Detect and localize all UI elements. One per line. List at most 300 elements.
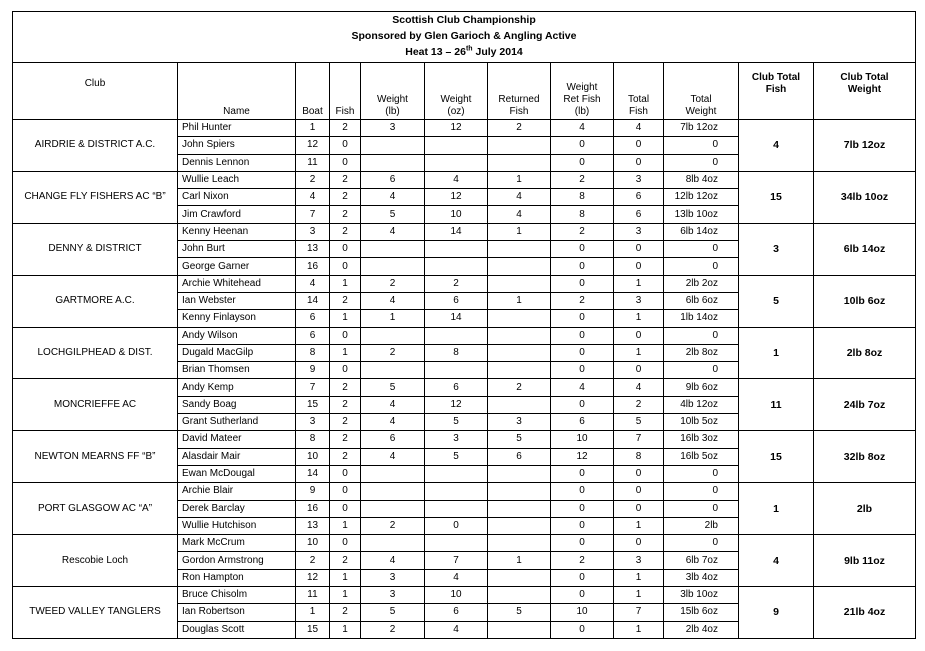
member-name: Alasdair Mair	[178, 448, 296, 465]
returned-fish	[488, 154, 551, 171]
fish-count: 2	[330, 189, 361, 206]
table-row	[13, 379, 916, 396]
returned-fish: 4	[488, 206, 551, 223]
member-name: Ron Hampton	[178, 569, 296, 586]
weight-lb: 2	[361, 275, 425, 292]
title-line-1: Scottish Club Championship	[392, 14, 536, 26]
weight-lb	[361, 137, 425, 154]
returned-fish	[488, 327, 551, 344]
total-fish: 1	[614, 344, 664, 361]
total-fish: 0	[614, 483, 664, 500]
club-total-fish: 11	[739, 379, 814, 431]
weight-oz: 6	[425, 604, 488, 621]
weight-oz: 8	[425, 344, 488, 361]
returned-fish: 3	[488, 414, 551, 431]
club-name: CHANGE FLY FISHERS AC “B”	[13, 171, 178, 223]
total-weight: 0	[664, 154, 739, 171]
total-fish: 4	[614, 379, 664, 396]
returned-fish: 6	[488, 448, 551, 465]
returned-fish: 1	[488, 552, 551, 569]
weight-oz	[425, 535, 488, 552]
weight-lb	[361, 535, 425, 552]
header-boat: Boat	[296, 63, 330, 120]
weight-ret-fish-lb: 0	[551, 621, 614, 638]
boat-number: 7	[296, 379, 330, 396]
total-fish: 1	[614, 310, 664, 327]
total-weight: 4lb 12oz	[664, 396, 739, 413]
returned-fish	[488, 621, 551, 638]
total-fish: 0	[614, 137, 664, 154]
club-name: Rescobie Loch	[13, 535, 178, 587]
weight-ret-fish-lb: 0	[551, 258, 614, 275]
member-name: Mark McCrum	[178, 535, 296, 552]
weight-lb: 4	[361, 223, 425, 240]
club-total-weight: 2lb 8oz	[814, 327, 916, 379]
weight-ret-fish-lb: 0	[551, 535, 614, 552]
club-total-fish: 5	[739, 275, 814, 327]
weight-ret-fish-lb: 0	[551, 362, 614, 379]
total-weight: 6lb 7oz	[664, 552, 739, 569]
weight-lb: 4	[361, 552, 425, 569]
fish-count: 0	[330, 535, 361, 552]
weight-lb: 2	[361, 621, 425, 638]
total-fish: 3	[614, 171, 664, 188]
returned-fish	[488, 396, 551, 413]
member-name: Ian Webster	[178, 292, 296, 309]
total-weight: 3lb 4oz	[664, 569, 739, 586]
member-name: Bruce Chisolm	[178, 587, 296, 604]
club-total-fish: 15	[739, 171, 814, 223]
fish-count: 0	[330, 362, 361, 379]
club-total-fish: 1	[739, 327, 814, 379]
returned-fish	[488, 483, 551, 500]
member-name: Brian Thomsen	[178, 362, 296, 379]
returned-fish	[488, 137, 551, 154]
weight-ret-fish-lb: 2	[551, 552, 614, 569]
weight-ret-fish-lb: 10	[551, 431, 614, 448]
weight-lb: 4	[361, 448, 425, 465]
weight-oz	[425, 500, 488, 517]
fish-count: 2	[330, 448, 361, 465]
fish-count: 1	[330, 310, 361, 327]
returned-fish	[488, 310, 551, 327]
weight-oz: 5	[425, 448, 488, 465]
member-name: Kenny Finlayson	[178, 310, 296, 327]
member-name: John Spiers	[178, 137, 296, 154]
total-fish: 5	[614, 414, 664, 431]
weight-lb: 3	[361, 120, 425, 137]
boat-number: 7	[296, 206, 330, 223]
weight-oz	[425, 465, 488, 482]
returned-fish	[488, 535, 551, 552]
table-row	[13, 327, 916, 344]
weight-oz: 2	[425, 275, 488, 292]
header-weight-lb: Weight (lb)	[361, 63, 425, 120]
weight-oz: 3	[425, 431, 488, 448]
member-name: Andy Wilson	[178, 327, 296, 344]
weight-lb	[361, 258, 425, 275]
total-weight: 0	[664, 327, 739, 344]
weight-ret-fish-lb: 0	[551, 154, 614, 171]
fish-count: 0	[330, 241, 361, 258]
club-total-weight: 7lb 12oz	[814, 120, 916, 172]
total-fish: 1	[614, 621, 664, 638]
weight-ret-fish-lb: 10	[551, 604, 614, 621]
title-line-2: Sponsored by Glen Garioch & Angling Active	[351, 30, 577, 42]
weight-lb: 2	[361, 517, 425, 534]
fish-count: 2	[330, 171, 361, 188]
total-weight: 7lb 12oz	[664, 120, 739, 137]
weight-oz: 10	[425, 206, 488, 223]
club-total-weight: 24lb 7oz	[814, 379, 916, 431]
weight-oz	[425, 362, 488, 379]
total-weight: 9lb 6oz	[664, 379, 739, 396]
club-name: MONCRIEFFE AC	[13, 379, 178, 431]
member-name: Dennis Lennon	[178, 154, 296, 171]
total-fish: 3	[614, 223, 664, 240]
total-fish: 1	[614, 275, 664, 292]
weight-ret-fish-lb: 2	[551, 292, 614, 309]
total-weight: 6lb 6oz	[664, 292, 739, 309]
total-weight: 16lb 5oz	[664, 448, 739, 465]
boat-number: 10	[296, 448, 330, 465]
total-weight: 0	[664, 500, 739, 517]
total-fish: 0	[614, 500, 664, 517]
member-name: Kenny Heenan	[178, 223, 296, 240]
weight-ret-fish-lb: 0	[551, 517, 614, 534]
fish-count: 1	[330, 517, 361, 534]
table-row	[13, 275, 916, 292]
weight-oz	[425, 327, 488, 344]
weight-ret-fish-lb: 6	[551, 414, 614, 431]
boat-number: 1	[296, 604, 330, 621]
club-name: NEWTON MEARNS FF “B”	[13, 431, 178, 483]
table-row	[13, 120, 916, 137]
total-weight: 0	[664, 535, 739, 552]
member-name: Gordon Armstrong	[178, 552, 296, 569]
club-total-weight: 2lb	[814, 483, 916, 535]
club-total-weight: 21lb 4oz	[814, 587, 916, 639]
boat-number: 14	[296, 465, 330, 482]
returned-fish	[488, 587, 551, 604]
boat-number: 2	[296, 171, 330, 188]
boat-number: 1	[296, 120, 330, 137]
total-fish: 0	[614, 258, 664, 275]
returned-fish	[488, 569, 551, 586]
club-total-fish: 1	[739, 483, 814, 535]
total-fish: 6	[614, 189, 664, 206]
header-club: Club	[13, 63, 178, 120]
results-sheet	[12, 11, 916, 639]
total-weight: 10lb 5oz	[664, 414, 739, 431]
fish-count: 2	[330, 379, 361, 396]
weight-oz: 4	[425, 171, 488, 188]
fish-count: 2	[330, 206, 361, 223]
weight-oz: 10	[425, 587, 488, 604]
total-weight: 2lb 8oz	[664, 344, 739, 361]
weight-lb: 3	[361, 587, 425, 604]
weight-ret-fish-lb: 12	[551, 448, 614, 465]
weight-oz: 6	[425, 292, 488, 309]
boat-number: 3	[296, 223, 330, 240]
fish-count: 2	[330, 120, 361, 137]
total-weight: 2lb 4oz	[664, 621, 739, 638]
header-fish: Fish	[330, 63, 361, 120]
total-fish: 0	[614, 362, 664, 379]
total-weight: 3lb 10oz	[664, 587, 739, 604]
boat-number: 12	[296, 569, 330, 586]
returned-fish	[488, 362, 551, 379]
header-name: Name	[178, 63, 296, 120]
member-name: John Burt	[178, 241, 296, 258]
weight-oz: 4	[425, 569, 488, 586]
returned-fish: 2	[488, 120, 551, 137]
table-row	[13, 535, 916, 552]
header-weight-oz: Weight (oz)	[425, 63, 488, 120]
member-name: Phil Hunter	[178, 120, 296, 137]
total-fish: 3	[614, 292, 664, 309]
boat-number: 13	[296, 517, 330, 534]
member-name: Douglas Scott	[178, 621, 296, 638]
total-weight: 0	[664, 241, 739, 258]
boat-number: 16	[296, 500, 330, 517]
weight-lb: 4	[361, 189, 425, 206]
returned-fish: 4	[488, 189, 551, 206]
total-weight: 16lb 3oz	[664, 431, 739, 448]
total-fish: 0	[614, 535, 664, 552]
weight-oz	[425, 241, 488, 258]
fish-count: 0	[330, 500, 361, 517]
total-weight: 12lb 12oz	[664, 189, 739, 206]
fish-count: 1	[330, 344, 361, 361]
total-fish: 0	[614, 241, 664, 258]
weight-oz: 12	[425, 189, 488, 206]
title-block	[13, 12, 916, 63]
weight-ret-fish-lb: 0	[551, 137, 614, 154]
returned-fish	[488, 465, 551, 482]
fish-count: 0	[330, 154, 361, 171]
club-total-weight: 9lb 11oz	[814, 535, 916, 587]
returned-fish	[488, 517, 551, 534]
boat-number: 11	[296, 154, 330, 171]
header-weight-ret-fish: Weight Ret Fish (lb)	[551, 63, 614, 120]
boat-number: 16	[296, 258, 330, 275]
header-club-total-weight: Club Total Weight	[814, 63, 916, 120]
fish-count: 2	[330, 604, 361, 621]
boat-number: 12	[296, 137, 330, 154]
weight-lb: 3	[361, 569, 425, 586]
boat-number: 8	[296, 431, 330, 448]
weight-oz	[425, 154, 488, 171]
club-name: LOCHGILPHEAD & DIST.	[13, 327, 178, 379]
weight-ret-fish-lb: 8	[551, 189, 614, 206]
member-name: Dugald MacGilp	[178, 344, 296, 361]
member-name: Wullie Leach	[178, 171, 296, 188]
weight-lb	[361, 483, 425, 500]
member-name: Jim Crawford	[178, 206, 296, 223]
header-total-fish: Total Fish	[614, 63, 664, 120]
member-name: Sandy Boag	[178, 396, 296, 413]
member-name: George Garner	[178, 258, 296, 275]
total-weight: 0	[664, 362, 739, 379]
total-fish: 2	[614, 396, 664, 413]
boat-number: 15	[296, 621, 330, 638]
club-total-fish: 9	[739, 587, 814, 639]
total-fish: 0	[614, 327, 664, 344]
total-weight: 6lb 14oz	[664, 223, 739, 240]
club-total-weight: 32lb 8oz	[814, 431, 916, 483]
weight-ret-fish-lb: 0	[551, 275, 614, 292]
weight-oz: 14	[425, 310, 488, 327]
total-weight: 1lb 14oz	[664, 310, 739, 327]
returned-fish	[488, 500, 551, 517]
total-weight: 0	[664, 258, 739, 275]
weight-lb: 2	[361, 344, 425, 361]
boat-number: 9	[296, 483, 330, 500]
weight-oz: 6	[425, 379, 488, 396]
club-total-fish: 3	[739, 223, 814, 275]
member-name: Ewan McDougal	[178, 465, 296, 482]
member-name: Grant Sutherland	[178, 414, 296, 431]
returned-fish	[488, 344, 551, 361]
boat-number: 2	[296, 552, 330, 569]
club-total-weight: 6lb 14oz	[814, 223, 916, 275]
total-weight: 0	[664, 465, 739, 482]
boat-number: 15	[296, 396, 330, 413]
title-line-3: Heat 13 – 26th July 2014	[405, 45, 523, 58]
boat-number: 9	[296, 362, 330, 379]
total-weight: 2lb	[664, 517, 739, 534]
boat-number: 3	[296, 414, 330, 431]
member-name: Archie Whitehead	[178, 275, 296, 292]
returned-fish: 1	[488, 292, 551, 309]
weight-lb: 4	[361, 414, 425, 431]
fish-count: 2	[330, 414, 361, 431]
fish-count: 0	[330, 483, 361, 500]
returned-fish	[488, 241, 551, 258]
total-fish: 6	[614, 206, 664, 223]
weight-oz: 0	[425, 517, 488, 534]
weight-ret-fish-lb: 4	[551, 120, 614, 137]
table-row	[13, 171, 916, 188]
weight-oz	[425, 258, 488, 275]
total-weight: 13lb 10oz	[664, 206, 739, 223]
fish-count: 1	[330, 569, 361, 586]
returned-fish: 1	[488, 171, 551, 188]
boat-number: 10	[296, 535, 330, 552]
table-row	[13, 431, 916, 448]
fish-count: 2	[330, 396, 361, 413]
weight-lb: 5	[361, 604, 425, 621]
member-name: Ian Robertson	[178, 604, 296, 621]
fish-count: 0	[330, 137, 361, 154]
boat-number: 4	[296, 189, 330, 206]
returned-fish	[488, 275, 551, 292]
total-fish: 1	[614, 517, 664, 534]
total-fish: 3	[614, 552, 664, 569]
member-name: David Mateer	[178, 431, 296, 448]
weight-ret-fish-lb: 0	[551, 465, 614, 482]
club-total-weight: 34lb 10oz	[814, 171, 916, 223]
weight-oz: 4	[425, 621, 488, 638]
member-name: Wullie Hutchison	[178, 517, 296, 534]
returned-fish	[488, 258, 551, 275]
weight-oz: 5	[425, 414, 488, 431]
boat-number: 4	[296, 275, 330, 292]
fish-count: 1	[330, 587, 361, 604]
total-fish: 0	[614, 465, 664, 482]
fish-count: 2	[330, 552, 361, 569]
header-total-weight: Total Weight	[664, 63, 739, 120]
weight-ret-fish-lb: 2	[551, 171, 614, 188]
total-fish: 1	[614, 569, 664, 586]
total-weight: 8lb 4oz	[664, 171, 739, 188]
club-name: AIRDRIE & DISTRICT A.C.	[13, 120, 178, 172]
weight-oz: 12	[425, 120, 488, 137]
weight-ret-fish-lb: 4	[551, 379, 614, 396]
club-name: DENNY & DISTRICT	[13, 223, 178, 275]
fish-count: 0	[330, 465, 361, 482]
total-weight: 15lb 6oz	[664, 604, 739, 621]
boat-number: 8	[296, 344, 330, 361]
header-returned-fish: Returned Fish	[488, 63, 551, 120]
weight-ret-fish-lb: 0	[551, 396, 614, 413]
member-name: Andy Kemp	[178, 379, 296, 396]
results-table	[12, 11, 916, 639]
weight-lb: 5	[361, 206, 425, 223]
boat-number: 6	[296, 327, 330, 344]
fish-count: 1	[330, 275, 361, 292]
table-row	[13, 587, 916, 604]
weight-lb: 1	[361, 310, 425, 327]
member-name: Carl Nixon	[178, 189, 296, 206]
total-weight: 0	[664, 483, 739, 500]
returned-fish: 5	[488, 431, 551, 448]
weight-lb: 4	[361, 396, 425, 413]
header-row	[13, 63, 916, 120]
club-name: GARTMORE A.C.	[13, 275, 178, 327]
weight-ret-fish-lb: 0	[551, 500, 614, 517]
club-name: TWEED VALLEY TANGLERS	[13, 587, 178, 639]
fish-count: 1	[330, 621, 361, 638]
weight-ret-fish-lb: 0	[551, 327, 614, 344]
weight-oz	[425, 483, 488, 500]
weight-lb	[361, 241, 425, 258]
boat-number: 13	[296, 241, 330, 258]
member-name: Archie Blair	[178, 483, 296, 500]
returned-fish: 5	[488, 604, 551, 621]
weight-ret-fish-lb: 0	[551, 483, 614, 500]
fish-count: 0	[330, 327, 361, 344]
club-total-fish: 4	[739, 120, 814, 172]
total-fish: 7	[614, 431, 664, 448]
member-name: Derek Barclay	[178, 500, 296, 517]
fish-count: 2	[330, 292, 361, 309]
total-fish: 8	[614, 448, 664, 465]
header-club-total-fish: Club Total Fish	[739, 63, 814, 120]
weight-ret-fish-lb: 0	[551, 310, 614, 327]
weight-oz: 7	[425, 552, 488, 569]
weight-ret-fish-lb: 2	[551, 223, 614, 240]
weight-ret-fish-lb: 0	[551, 344, 614, 361]
weight-lb	[361, 154, 425, 171]
fish-count: 0	[330, 258, 361, 275]
total-fish: 7	[614, 604, 664, 621]
total-fish: 4	[614, 120, 664, 137]
total-fish: 0	[614, 154, 664, 171]
weight-ret-fish-lb: 0	[551, 587, 614, 604]
boat-number: 11	[296, 587, 330, 604]
